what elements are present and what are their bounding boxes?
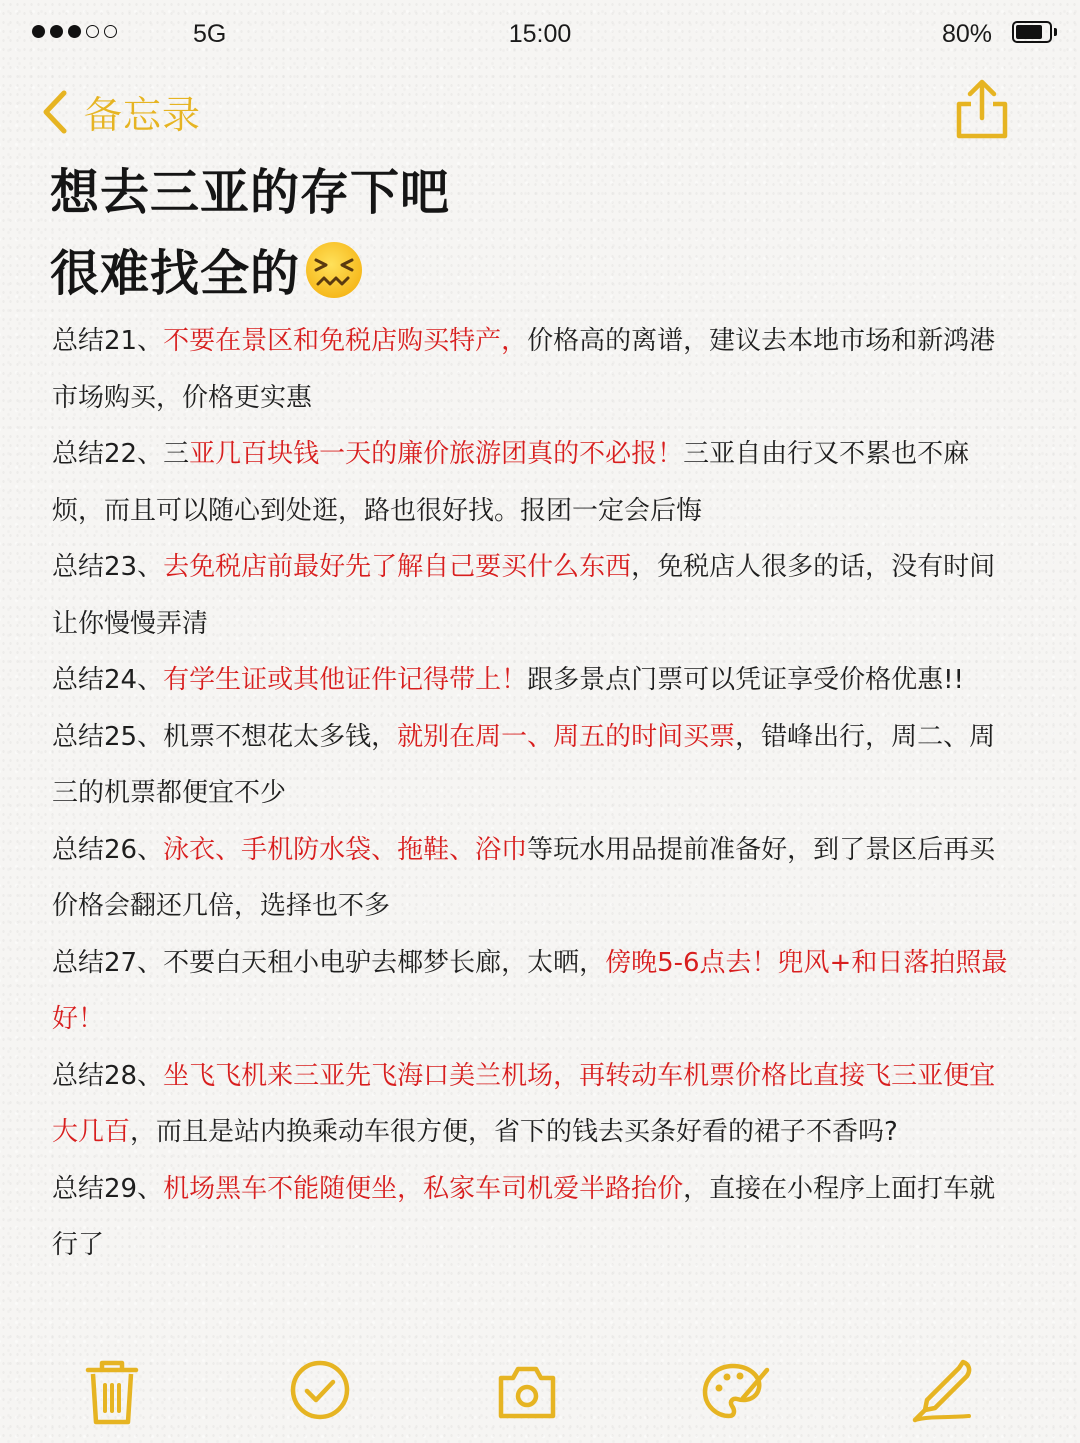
note-paragraph (52, 426, 1012, 539)
note-paragraph (52, 1048, 1012, 1161)
confounded-face-emoji (304, 240, 364, 300)
body-text: 总结23、 (52, 552, 164, 582)
note-title (50, 152, 450, 314)
body-text: 总结29、 (52, 1173, 164, 1204)
body-text: ，免税店人很多的话，没有时间让你慢慢弄清 (52, 552, 996, 639)
body-text: ，而且是站内换乘动车很方便，省下的钱去买条好看的裙子不香吗? (130, 1117, 898, 1147)
highlight-text: 有学生证或其他证件记得带上！ (163, 665, 528, 695)
checkmark-circle-icon (282, 1354, 358, 1430)
trash-icon (74, 1354, 150, 1430)
share-icon (954, 78, 1010, 142)
pen-icon (905, 1354, 981, 1430)
network-type: 5G (193, 20, 227, 48)
highlight-text: 就别在周一、周五的时间买票 (397, 721, 736, 752)
battery-icon (1012, 21, 1052, 43)
body-text: 总结24、 (52, 665, 164, 695)
bottom-toolbar (0, 1354, 1080, 1430)
highlight-text: 亚几百块钱一天的廉价旅游团真的不必报！ (189, 439, 684, 469)
note-title-line-1: 想去三亚的存下吧 (50, 164, 451, 221)
highlight-text: 傍晚5-6点去！兜风+和日落拍照最好！ (52, 947, 1008, 1034)
note-paragraph (52, 539, 1012, 652)
chevron-left-icon (40, 89, 70, 135)
back-button-label: 备忘录 (84, 93, 202, 137)
body-text: 跟多景点门票可以凭证享受价格优惠!! (527, 665, 964, 695)
body-text: 总结27、不要白天租小电驴去椰梦长廊，太晒， (52, 947, 606, 978)
body-text: 等玩水用品提前准备好，到了景区后再买价格会翻还几倍，选择也不多 (52, 834, 996, 921)
camera-button[interactable] (489, 1354, 565, 1430)
note-title-line-2 (50, 233, 450, 314)
delete-button[interactable] (74, 1354, 150, 1430)
note-paragraph (52, 652, 1012, 709)
share-button[interactable] (954, 78, 1010, 142)
note-paragraph (52, 1161, 1012, 1274)
compose-button[interactable] (905, 1354, 981, 1430)
highlight-text: 坐飞飞机来三亚先飞海口美兰机场，再转动车机票价格比直接飞三亚便宜大几百 (52, 1060, 996, 1147)
highlight-text: 不要在景区和免税店购买特产， (163, 326, 528, 356)
note-body[interactable] (52, 313, 1012, 1274)
highlight-text: 机场黑车不能随便坐，私家车司机爱半路抬价 (163, 1173, 684, 1204)
body-text: 价格高的离谱，建议去本地市场和新鸿港市场购买，价格更实惠 (52, 326, 996, 413)
body-text: 总结28、 (52, 1060, 164, 1091)
note-paragraph (52, 709, 1012, 822)
note-title-line-2-text: 很难找全的 (50, 245, 301, 302)
camera-icon (489, 1354, 565, 1430)
checklist-button[interactable] (282, 1354, 358, 1430)
body-text: 总结21、 (52, 326, 164, 356)
palette-icon (697, 1354, 773, 1430)
note-paragraph (52, 313, 1012, 426)
body-text: ，直接在小程序上面打车就行了 (52, 1173, 996, 1260)
body-text: 总结25、机票不想花太多钱， (52, 721, 398, 752)
note-paragraph (52, 822, 1012, 935)
body-text: 三亚自由行又不累也不麻烦，而且可以随心到处逛，路也很好找。报团一定会后悔 (52, 439, 970, 526)
body-text: ，错峰出行，周二、周三的机票都便宜不少 (52, 721, 996, 808)
body-text: 总结26、 (52, 834, 164, 865)
highlight-text: 去免税店前最好先了解自己要买什么东西 (163, 552, 632, 582)
battery-percentage: 80% (941, 20, 992, 48)
status-bar (0, 0, 1080, 68)
status-time: 15:00 (508, 20, 572, 48)
body-text: 总结22、三 (52, 439, 190, 469)
markup-button[interactable] (697, 1354, 773, 1430)
highlight-text: 泳衣、手机防水袋、拖鞋、浴巾 (163, 834, 528, 865)
note-paragraph (52, 935, 1012, 1048)
back-button[interactable] (40, 84, 201, 139)
